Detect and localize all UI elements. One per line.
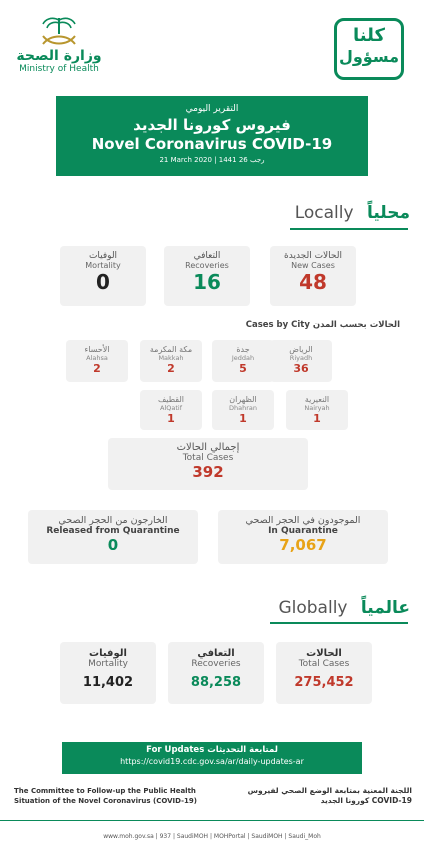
global-mortality-value: 11,402 — [82, 675, 134, 690]
recoveries-label-ar: التعافي — [193, 251, 221, 261]
city-cases-value: 1 — [313, 412, 321, 425]
cases-by-city-heading: Cases by City الحالات بحسب المدن — [245, 320, 400, 330]
committee-ar: اللجنة المعنية بمتابعة الوضع الصحي لفيروس كورونا الجديد COVID-19 — [247, 786, 412, 805]
footer-contacts: www.moh.gov.sa | 937 | SaudiMOH | MOHPortal | SaudiMOH | Saudi_Moh — [0, 820, 424, 852]
updates-url-link[interactable]: https://covid19.cdc.gov.sa/ar/daily-updates-ar — [120, 757, 304, 766]
in-quarantine-label-ar: الموجودون في الحجر الصحي — [245, 515, 361, 526]
city-name-ar: النعيرية — [304, 395, 330, 404]
mortality-label-en: Mortality — [85, 261, 121, 270]
total-cases-label-ar: إجمالي الحالات — [176, 442, 240, 453]
moh-name-en: Ministry of Health — [19, 64, 99, 74]
total-cases-value: 392 — [192, 463, 224, 481]
recoveries-value: 16 — [193, 270, 221, 294]
mortality-value: 0 — [96, 270, 110, 294]
masool-text: مسؤول — [338, 47, 400, 66]
city-name-en: Dhahran — [228, 404, 257, 412]
global-mortality-label-ar: الوفيات — [89, 648, 127, 659]
city-cases-value: 2 — [93, 362, 101, 375]
locally-title — [280, 203, 410, 223]
global-recoveries-label-ar: التعافي — [197, 648, 235, 659]
total-cases-card — [108, 438, 308, 490]
global-cases-value: 275,452 — [294, 675, 354, 690]
global-cases-label-ar: الحالات — [306, 648, 342, 659]
city-card-dhahran — [212, 390, 274, 430]
city-card-jeddah — [212, 340, 274, 382]
city-name-en: AlQatif — [160, 404, 182, 412]
globally-title-ar: عالمياً — [360, 598, 410, 618]
recoveries-label-en: Recoveries — [185, 261, 229, 270]
updates-label: For Updates لمتابعة التحديثات — [146, 745, 278, 755]
released-label-en: Released from Quarantine — [46, 526, 180, 536]
city-name-en: Jeddah — [231, 354, 255, 362]
new-cases-label-en: New Cases — [291, 261, 335, 270]
city-name-ar: الأحساء — [84, 345, 110, 354]
globally-title — [250, 598, 410, 618]
city-name-ar: جدة — [236, 345, 250, 354]
updates-bar — [62, 742, 362, 774]
globally-underline — [270, 622, 408, 624]
released-value: 0 — [107, 536, 119, 554]
stat-card-mortality — [60, 246, 146, 306]
mortality-label-ar: الوفيات — [88, 251, 118, 261]
palm-swords-icon — [14, 14, 104, 48]
in-quarantine-card — [218, 510, 388, 564]
global-cases-card — [276, 642, 372, 704]
stat-card-new-cases — [270, 246, 356, 306]
city-card-alahsa — [66, 340, 128, 382]
city-name-ar: الظهران — [229, 395, 257, 404]
new-cases-label-ar: الحالات الجديدة — [284, 251, 342, 261]
global-mortality-label-en: Mortality — [88, 659, 128, 669]
in-quarantine-label-en: In Quarantine — [268, 526, 338, 536]
new-cases-value: 48 — [299, 270, 327, 294]
locally-underline — [290, 228, 408, 230]
moh-logo — [14, 14, 104, 84]
city-name-ar: مكة المكرمة — [149, 345, 193, 354]
global-recoveries-card — [168, 642, 264, 704]
global-mortality-card — [60, 642, 156, 704]
global-recoveries-value: 88,258 — [190, 675, 242, 690]
city-name-en: Makkah — [158, 354, 184, 362]
report-banner — [56, 96, 368, 176]
city-cases-value: 1 — [167, 412, 175, 425]
city-card-makkah — [140, 340, 202, 382]
city-card-alqatif — [140, 390, 202, 430]
city-name-en: Riyadh — [289, 354, 313, 362]
city-card-nairyah — [286, 390, 348, 430]
in-quarantine-value: 7,067 — [279, 536, 327, 554]
daily-report-label: التقرير اليومي — [185, 104, 239, 114]
released-label-ar: الخارجون من الحجر الصحي — [58, 515, 168, 526]
released-quarantine-card — [28, 510, 198, 564]
city-name-ar: القطيف — [158, 395, 184, 404]
moh-name-ar: وزارة الصحة — [16, 48, 102, 64]
city-cases-value: 5 — [239, 362, 247, 375]
city-name-en: Nairyah — [304, 404, 330, 412]
global-cases-label-en: Total Cases — [298, 659, 350, 669]
banner-title-ar: فيروس كورونا الجديد — [133, 116, 291, 134]
report-date: 21 March 2020 | 1441 رجب 26 — [159, 156, 265, 164]
city-name-ar: الرياض — [289, 345, 313, 354]
kulluna-text: كلنا — [353, 25, 385, 46]
locally-title-en: Locally — [294, 203, 354, 223]
locally-title-ar: محلياً — [366, 203, 410, 223]
banner-title-en: Novel Coronavirus COVID-19 — [91, 135, 333, 153]
city-cases-value: 2 — [167, 362, 175, 375]
committee-en: The Committee to Follow-up the Public Health Situation of the Novel Coronavirus (COVID-19) — [14, 787, 197, 805]
global-recoveries-label-en: Recoveries — [191, 659, 241, 669]
city-name-en: Alahsa — [86, 354, 108, 362]
stat-card-recoveries — [164, 246, 250, 306]
city-cases-value: 1 — [239, 412, 247, 425]
globally-title-en: Globally — [278, 598, 348, 618]
total-cases-label-en: Total Cases — [182, 453, 234, 463]
city-card-riyadh — [270, 340, 332, 382]
kulluna-masool-logo — [334, 18, 404, 80]
city-cases-value: 36 — [293, 362, 309, 375]
